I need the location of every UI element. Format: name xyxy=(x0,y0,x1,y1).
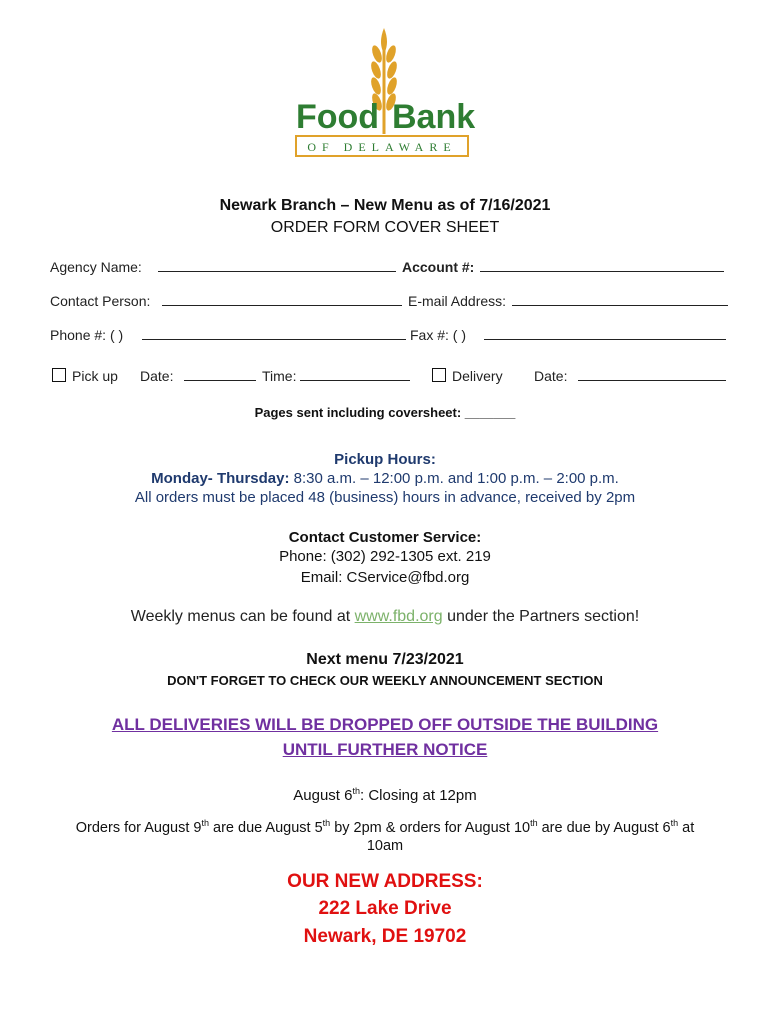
deliveries-notice-line2: UNTIL FURTHER NOTICE xyxy=(282,740,488,759)
pages-sent-line: Pages sent including coversheet: _______ xyxy=(254,405,516,420)
pickup-hours-heading: Pickup Hours: xyxy=(334,451,436,468)
logo-word-bank: Bank xyxy=(392,98,476,136)
delivery-date-label: Date: xyxy=(534,368,568,384)
orders-note-line2: 10am xyxy=(366,838,404,854)
next-menu-heading: Next menu 7/23/2021 xyxy=(306,651,464,668)
address-city: Newark, DE 19702 xyxy=(303,926,467,947)
food-bank-logo xyxy=(292,24,477,164)
email-label: E-mail Address: xyxy=(408,293,507,309)
fax-field[interactable] xyxy=(484,327,726,340)
weekly-text-after: under the Partners section! xyxy=(442,608,640,625)
contact-heading: Contact Customer Service: xyxy=(288,529,482,546)
delivery-date-field[interactable] xyxy=(578,368,726,381)
page-title: Newark Branch – New Menu as of 7/16/2021 xyxy=(219,197,551,214)
contact-person-label: Contact Person: xyxy=(50,293,151,309)
pickup-time-field[interactable] xyxy=(300,368,410,381)
account-label: Account #: xyxy=(402,259,475,275)
pickup-time-label: Time: xyxy=(262,368,297,384)
page-subtitle: ORDER FORM COVER SHEET xyxy=(270,219,500,236)
pickup-date-field[interactable] xyxy=(184,368,256,381)
pickup-note: All orders must be placed 48 (business) hours in advance, received by 2pm xyxy=(134,489,636,506)
agency-label: Agency Name: xyxy=(50,259,142,275)
august-closing: August 6th: Closing at 12pm xyxy=(293,786,477,804)
pickup-days: Monday- Thursday: xyxy=(151,470,290,487)
deliveries-notice-line1: ALL DELIVERIES WILL BE DROPPED OFF OUTSIDE THE BUILDING xyxy=(111,715,659,734)
account-number-field[interactable] xyxy=(480,259,724,272)
pickup-option[interactable] xyxy=(52,368,118,384)
email-field[interactable] xyxy=(512,293,728,306)
delivery-option[interactable] xyxy=(432,368,503,384)
fbd-website-link[interactable]: www.fbd.org xyxy=(354,608,443,625)
orders-note-line1: Orders for August 9th are due August 5th by 2pm & orders for August 10th are due by August 6th at xyxy=(75,818,695,836)
phone-field[interactable] xyxy=(142,327,406,340)
logo-subtitle: OF DELAWARE xyxy=(307,140,457,154)
phone-label: Phone #: ( ) xyxy=(50,327,124,343)
contact-email: Email: CService@fbd.org xyxy=(300,569,470,586)
checkbox-icon[interactable] xyxy=(432,368,446,382)
pickup-label: Pick up xyxy=(72,368,118,384)
address-heading: OUR NEW ADDRESS: xyxy=(287,871,483,892)
delivery-label: Delivery xyxy=(452,368,503,384)
address-street: 222 Lake Drive xyxy=(318,898,452,919)
contact-phone: Phone: (302) 292-1305 ext. 219 xyxy=(279,548,491,565)
weekly-text-before: Weekly menus can be found at xyxy=(130,608,355,625)
logo-word-food: Food xyxy=(296,98,380,136)
agency-name-field[interactable] xyxy=(158,259,396,272)
pickup-hours-line xyxy=(0,470,770,487)
weekly-menus-line xyxy=(0,608,770,626)
checkbox-icon[interactable] xyxy=(52,368,66,382)
fax-label: Fax #: ( ) xyxy=(410,327,467,343)
pickup-times: 8:30 a.m. – 12:00 p.m. and 1:00 p.m. – 2:00 p.m. xyxy=(289,470,619,487)
contact-person-field[interactable] xyxy=(162,293,402,306)
announcement-reminder: DON'T FORGET TO CHECK OUR WEEKLY ANNOUNCEMENT SECTION xyxy=(167,673,603,688)
pickup-date-label: Date: xyxy=(140,368,174,384)
